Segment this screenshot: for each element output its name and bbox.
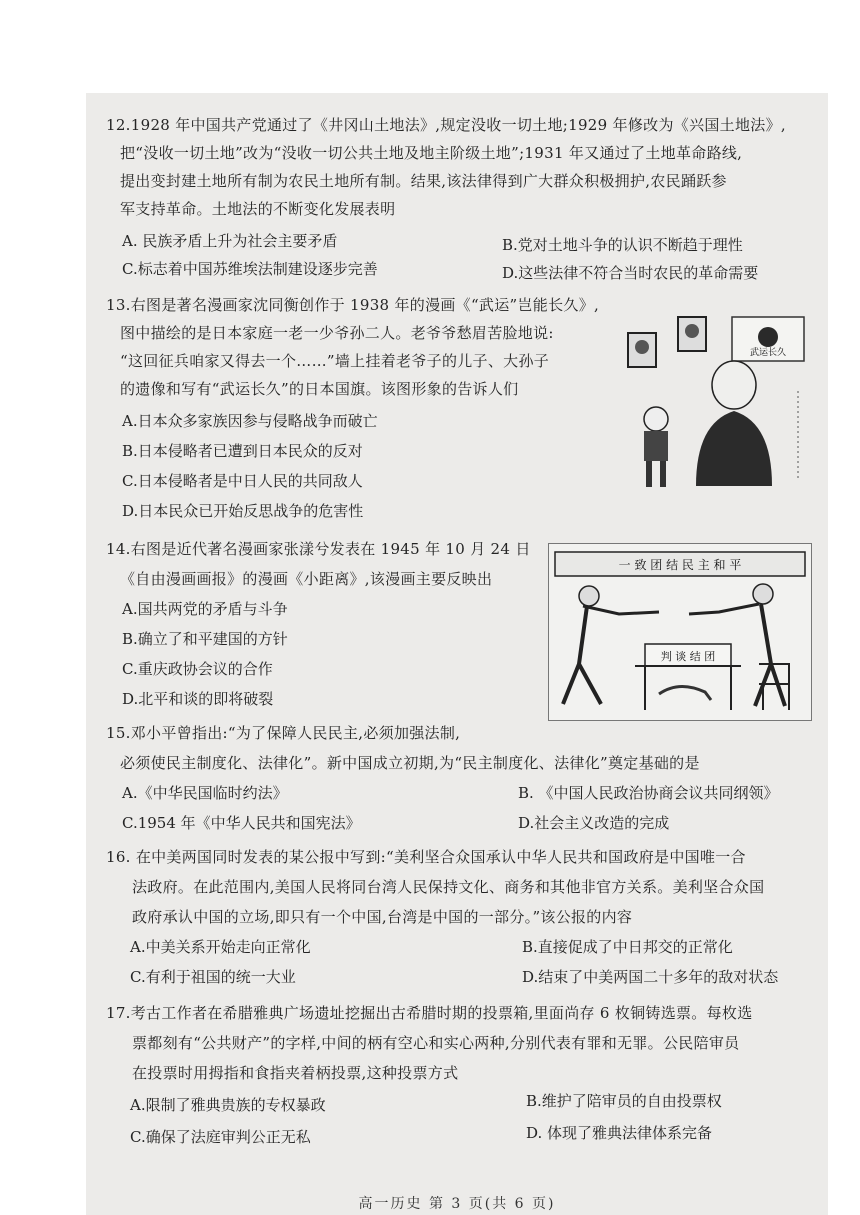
q16-option-b[interactable]: B.直接促成了中日邦交的正常化 [522, 938, 733, 956]
q13-stem-line: “这回征兵咱家又得去一个……”墙上挂着老爷子的儿子、大孙子 [120, 352, 550, 370]
dog-icon [659, 686, 711, 700]
q17-option-c[interactable]: C.确保了法庭审判公正无私 [130, 1128, 311, 1146]
q12-option-c[interactable]: C.标志着中国苏维埃法制建设逐步完善 [122, 260, 378, 278]
q16-option-a[interactable]: A.中美关系开始走向正常化 [130, 938, 311, 956]
q16-stem-line: 政府承认中国的立场,即只有一个中国,台湾是中国的一部分。”该公报的内容 [132, 908, 633, 926]
portrait-face-icon [635, 340, 649, 354]
q14-stem-line: 14.右图是近代著名漫画家张漾兮发表在 1945 年 10 月 24 日 [106, 540, 531, 558]
q16-option-d[interactable]: D.结束了中美两国二十多年的敌对状态 [522, 968, 779, 986]
q17-option-d[interactable]: D. 体现了雅典法律体系完备 [526, 1124, 713, 1142]
q16-stem-line: 16. 在中美两国同时发表的某公报中写到:“美利坚合众国承认中华人民共和国政府是中国唯一合 [106, 848, 746, 866]
q17-stem-line: 在投票时用拇指和食指夹着柄投票,这种投票方式 [132, 1064, 459, 1082]
table-sign-text: 判 谈 结 团 [660, 650, 716, 663]
figure-right-head-icon [753, 584, 773, 604]
q15-option-d[interactable]: D.社会主义改造的完成 [518, 814, 670, 832]
q13-option-b[interactable]: B.日本侵略者已遭到日本民众的反对 [122, 442, 363, 460]
q14-option-a[interactable]: A.国共两党的矛盾与斗争 [122, 600, 288, 618]
q12-stem-line: 提出变封建土地所有制为农民土地所有制。结果,该法律得到广大群众积极拥护,农民踊跃参 [120, 172, 727, 190]
q12-option-b[interactable]: B.党对土地斗争的认识不断趋于理性 [502, 236, 743, 254]
figure-right-arm-icon [689, 604, 759, 614]
q17-option-b[interactable]: B.维护了陪审员的自由投票权 [526, 1092, 722, 1110]
q13-option-a[interactable]: A.日本众多家族因参与侵略战争而破亡 [122, 412, 378, 430]
flag-text: 武运长久 [749, 348, 787, 358]
q17-stem-line: 票都刻有“公共财产”的字样,中间的柄有空心和实心两种,分别代表有罪和无罪。公民陪审员 [132, 1034, 740, 1052]
q13-option-d[interactable]: D.日本民众已开始反思战争的危害性 [122, 502, 364, 520]
xiao-juli-cartoon-image [548, 543, 812, 721]
q14-stem-line: 《自由漫画画报》的漫画《小距离》,该漫画主要反映出 [120, 570, 493, 588]
child-leg-icon [660, 461, 666, 487]
q15-stem-line: 15.邓小平曾指出:“为了保障人民民主,必须加强法制, [106, 724, 461, 742]
child-body-icon [644, 431, 668, 461]
q13-stem-line: 的遗像和写有“武运长久”的日本国旗。该图形象的告诉人们 [120, 380, 519, 398]
figure-left-arm-icon [583, 606, 659, 614]
q12-option-d[interactable]: D.这些法律不符合当时农民的革命需要 [502, 264, 759, 282]
q13-stem-line: 图中描绘的是日本家庭一老一少爷孙二人。老爷爷愁眉苦脸地说: [120, 324, 554, 342]
figure-left-head-icon [579, 586, 599, 606]
q17-option-a[interactable]: A.限制了雅典贵族的专权暴政 [130, 1096, 326, 1114]
child-leg-icon [646, 461, 652, 487]
q14-option-d[interactable]: D.北平和谈的即将破裂 [122, 690, 274, 708]
q13-option-c[interactable]: C.日本侵略者是中日人民的共同敌人 [122, 472, 363, 490]
wuyun-cartoon-image [626, 311, 812, 497]
figure-left-body-icon [563, 606, 601, 704]
figure-right-body-icon [755, 604, 785, 706]
q14-option-c[interactable]: C.重庆政协会议的合作 [122, 660, 273, 678]
q12-stem-line: 把“没收一切土地”改为“没收一切公共土地及地主阶级土地”;1931 年又通过了土地革命路线, [120, 144, 743, 162]
q17-stem-line: 17.考古工作者在希腊雅典广场遗址挖掘出古希腊时期的投票箱,里面尚存 6 枚铜铸选票。每枚选 [106, 1004, 753, 1022]
q12-stem-line: 12.1928 年中国共产党通过了《井冈山土地法》,规定没收一切土地;1929 年修改为《兴国土地法》, [106, 116, 786, 134]
q14-option-b[interactable]: B.确立了和平建国的方针 [122, 630, 288, 648]
q15-option-a[interactable]: A.《中华民国临时约法》 [122, 784, 288, 802]
q16-stem-line: 法政府。在此范围内,美国人民将同台湾人民保持文化、商务和其他非官方关系。美利坚合众国 [132, 878, 765, 896]
banner-text: 一 致 团 结 民 主 和 平 [618, 558, 742, 572]
q12-option-a[interactable]: A. 民族矛盾上升为社会主要矛盾 [122, 232, 338, 250]
q12-stem-line: 军支持革命。土地法的不断变化发展表明 [120, 200, 396, 218]
old-man-robe-icon [696, 411, 772, 486]
q16-option-c[interactable]: C.有利于祖国的统一大业 [130, 968, 296, 986]
q15-stem-line: 必须使民主制度化、法律化”。新中国成立初期,为“民主制度化、法律化”奠定基础的是 [120, 754, 700, 772]
q15-option-c[interactable]: C.1954 年《中华人民共和国宪法》 [122, 814, 361, 832]
page-footer: 高一历史 第 3 页(共 6 页) [358, 1196, 556, 1212]
portrait-face-icon [685, 324, 699, 338]
q15-option-b[interactable]: B. 《中国人民政治协商会议共同纲领》 [518, 784, 779, 802]
child-head-icon [644, 407, 668, 431]
old-man-head-icon [712, 361, 756, 409]
exam-page [86, 93, 828, 1215]
q13-stem-line: 13.右图是著名漫画家沈同衡创作于 1938 年的漫画《“武运”岂能长久》, [106, 296, 600, 314]
sun-disc-icon [758, 327, 778, 347]
